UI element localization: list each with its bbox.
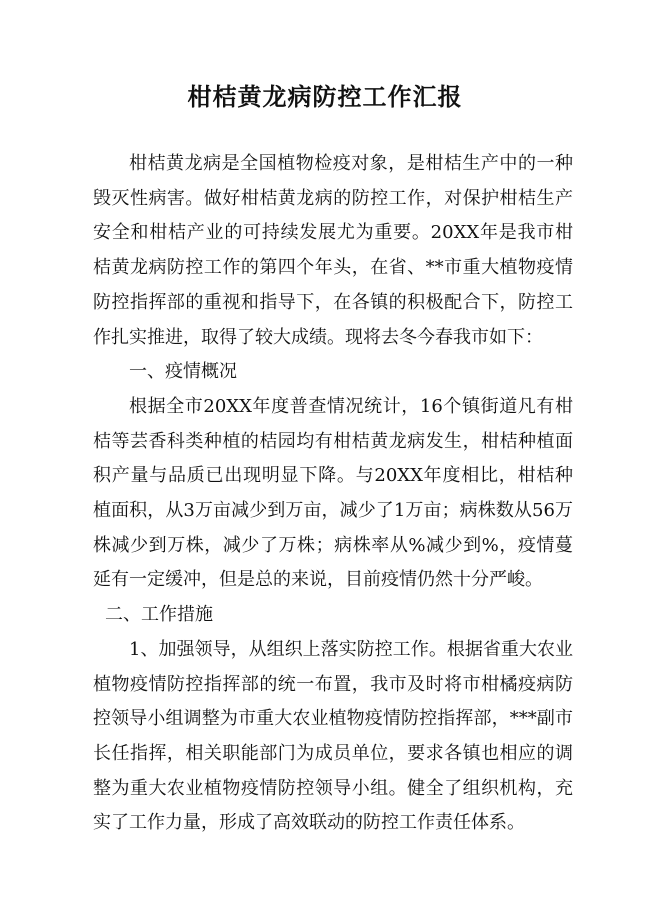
section-1-heading: 一、疫情概况 [129,361,237,383]
document-body [93,147,573,841]
section-1-paragraph: 根据全市20XX年度普查情况统计，16个镇街道凡有柑桔等芸香科类种植的桔园均有柑桔黄龙病发生，柑桔种植面积产量与品质已出现明显下降。与20XX年度相比，柑桔种植面积，从3万亩减少到万亩，减少了1万亩；病株数从56万株减少到万株，减少了万株；病株率从%减少到%，疫情蔓延有一定缓冲，但是总的来说，目前疫情仍然十分严峻。 [93,395,573,591]
section-2-heading: 二、工作措施 [105,604,213,626]
document-title: 柑桔黄龙病防控工作汇报 [187,83,463,111]
section-2-item-1-paragraph: 1、加强领导，从组织上落实防控工作。根据省重大农业植物疫情防控指挥部的统一布置，我市及时将市柑橘疫病防控领导小组调整为市重大农业植物疫情防控指挥部，***副市长任指挥，相关职能部门为成员单位，要求各镇也相应的调整为重大农业植物疫情防控领导小组。健全了组织机构，充实了工作力量，形成了高效联动的防控工作责任体系。 [93,638,573,834]
intro-paragraph: 柑桔黄龙病是全国植物检疫对象，是柑桔生产中的一种毁灭性病害。做好柑桔黄龙病的防控工作，对保护柑桔生产安全和柑桔产业的可持续发展尤为重要。20XX年是我市柑桔黄龙病防控工作的第四个年头，在省、**市重大植物疫情防控指挥部的重视和指导下，在各镇的积极配合下，防控工作扎实推进，取得了较大成绩。现将去冬今春我市如下： [93,153,573,348]
